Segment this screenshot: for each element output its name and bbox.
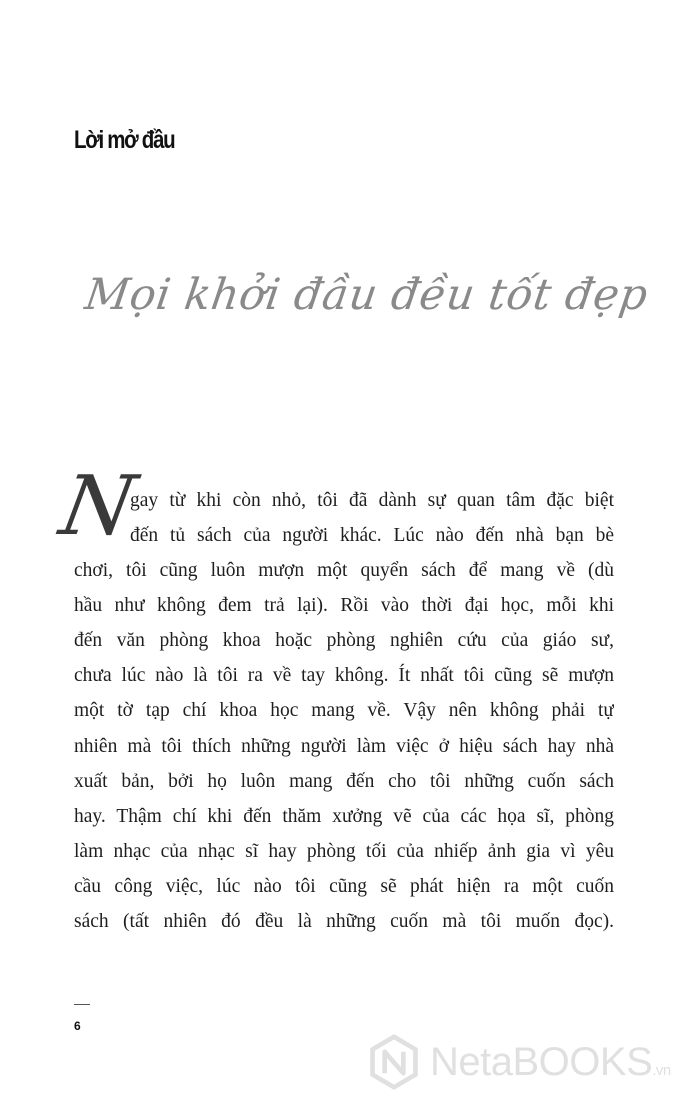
page-number: 6 [74, 1019, 81, 1033]
netabooks-logo-icon [366, 1034, 422, 1090]
paragraph-line: đến văn phòng khoa hoặc phòng nghiên cứu của giáo sư, [74, 630, 614, 651]
paragraph-line: đến tủ sách của người khác. Lúc nào đến nhà bạn bè [130, 525, 614, 546]
paragraph-line: chưa lúc nào là tôi ra về tay không. Ít nhất tôi cũng sẽ mượn [74, 665, 614, 686]
paragraph-line: hay. Thậm chí khi đến thăm xưởng vẽ của các họa sĩ, phòng [74, 806, 614, 827]
paragraph-line: cầu công việc, lúc nào tôi cũng sẽ phát hiện ra một cuốn [74, 876, 614, 897]
paragraph-line: gay từ khi còn nhỏ, tôi đã dành sự quan tâm đặc biệt [130, 490, 614, 511]
watermark-suffix: .vn [652, 1061, 671, 1079]
paragraph-line: hầu như không đem trả lại). Rồi vào thời đại học, mỗi khi [74, 595, 614, 616]
paragraph-line: sách (tất nhiên đó đều là những cuốn mà tôi muốn đọc). [74, 911, 614, 932]
paragraph-line: nhiên mà tôi thích những người làm việc ở hiệu sách hay nhà [74, 736, 614, 757]
chapter-title: Mọi khởi đầu đều tốt đẹp [82, 270, 652, 320]
paragraph-line: xuất bản, bởi họ luôn mang đến cho tôi những cuốn sách [74, 771, 614, 792]
paragraph-line: làm nhạc của nhạc sĩ hay phòng tối của nhiếp ảnh gia vì yêu [74, 841, 614, 862]
watermark-text: NetaBOOKS.vn [430, 1039, 671, 1084]
paragraph-line: chơi, tôi cũng luôn mượn một quyển sách để mang về (dù [74, 560, 614, 581]
drop-cap-letter: N [53, 459, 143, 554]
section-label: Lời mở đầu [74, 126, 175, 154]
netabooks-watermark [366, 1034, 671, 1090]
paragraph-line: một tờ tạp chí khoa học mang về. Vậy nên không phải tự [74, 700, 614, 721]
footer-divider [74, 1004, 90, 1005]
